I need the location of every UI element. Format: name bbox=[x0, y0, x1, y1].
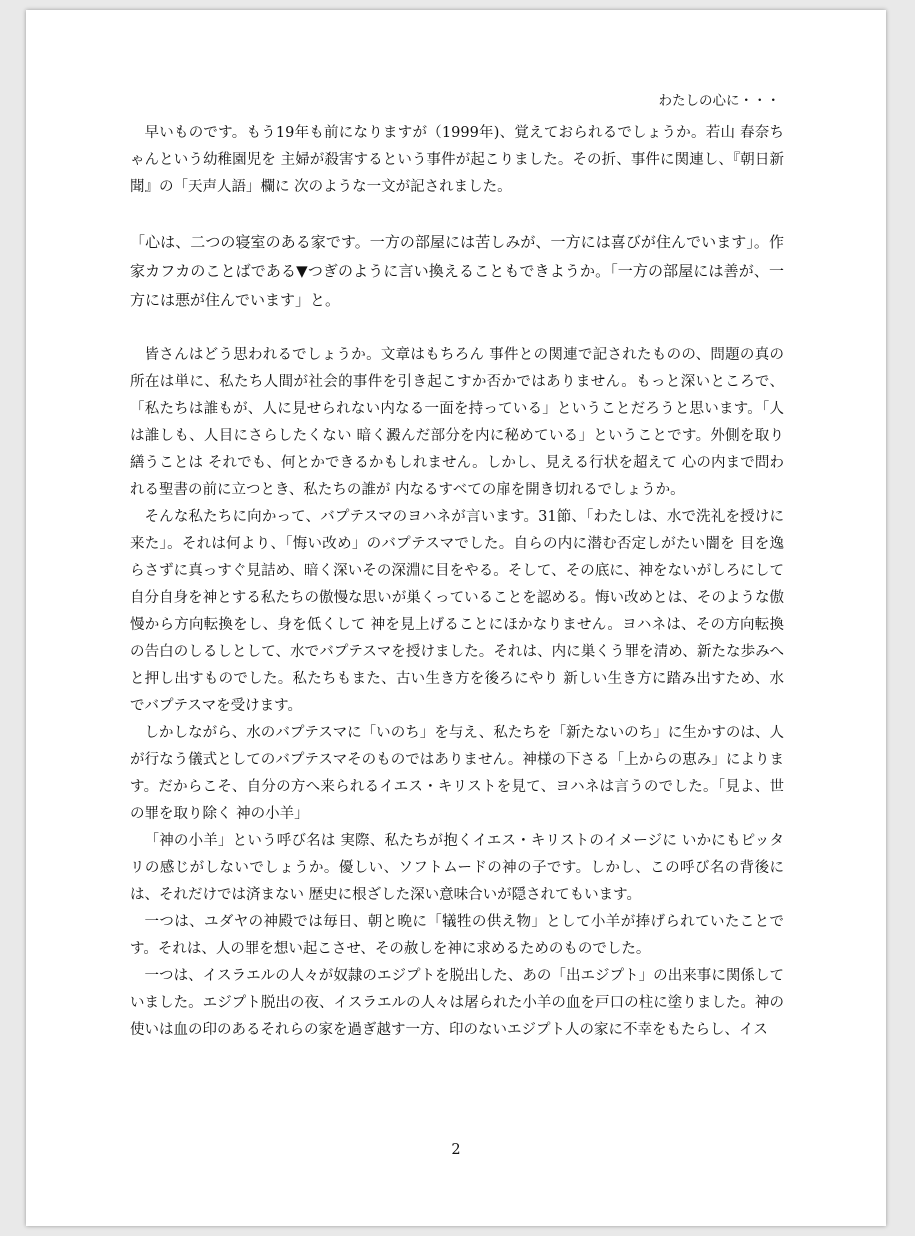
paragraph-temple: 一つは、ユダヤの神殿では毎日、朝と晩に「犠牲の供え物」として小羊が捧げられていたことです。それは、人の罪を想い起こさせ、その赦しを神に求めるためのものでした。 bbox=[130, 914, 784, 957]
paragraph-grace: しかしながら、水のバプテスマに「いのち」を与え、私たちを「新たないのち」に生かすのは、人が行なう儀式としてのバプテスマそのものではありません。神様の下さる「上からの恵み」によります。だからこそ、自分の方へ来られるイエス・キリストを見て、ヨハネは言うのでした。「見よ、世の罪を取り除く 神の小羊」 bbox=[130, 725, 784, 822]
page-number: 2 bbox=[451, 1142, 461, 1158]
paragraph-exodus: 一つは、イスラエルの人々が奴隷のエジプトを脱出した、あの「出エジプト」の出来事に関係していました。エジプト脱出の夜、イスラエルの人々は屠られた小羊の血を戸口の柱に塗りました。神の使いは血の印のあるそれらの家を過ぎ越す一方、印のないエジプト人の家に不幸をもたらし、イス bbox=[130, 968, 784, 1038]
paragraph-baptism: そんな私たちに向かって、バプテスマのヨハネが言います。31節、「わたしは、水で洗礼を授けに来た」。それは何より、「悔い改め」のバプテスマでした。自らの内に潜む否定しがたい闇を 目を逸らさずに真っすぐ見詰め、暗く深いその深淵に目をやる。そして、その底に、神をないがしろにして 自分自身を神とする私たちの傲慢な思いが巣くっていることを認める。悔い改めとは、そのような傲慢から方向転換をし、身を低くして 神を見上げることにほかなりません。ヨハネは、その方向転換の告白のしるしとして、水でバプテスマを授けました。それは、内に巣くう罪を清め、新たな歩みへと押し出すものでした。私たちもまた、古い生き方を後ろにやり 新しい生き方に踏み出すため、水でバプテスマを受けます。 bbox=[130, 509, 784, 714]
spacer bbox=[130, 315, 784, 342]
paragraph-reflection: 皆さんはどう思われるでしょうか。文章はもちろん 事件との関連で記されたものの、問題の真の所在は単に、私たち人間が社会的事件を引き起こすか否かではありません。もっと深いところで、「私たちは誰もが、人に見せられない内なる一面を持っている」ということだろうと思います。「人は誰しも、人目にさらしたくない 暗く澱んだ部分を内に秘めている」ということです。外側を取り繕うことは それでも、何とかできるかもしれません。しかし、見える行状を超えて 心の内まで問われる聖書の前に立つとき、私たちの誰が 内なるすべての扉を開き切れるでしょうか。 bbox=[130, 347, 784, 498]
paragraph-lamb-name: 「神の小羊」という呼び名は 実際、私たちが抱くイエス・キリストのイメージに いかにもピッタリの感じがしないでしょうか。優しい、ソフトムードの神の子です。しかし、この呼び名の背後には、それだけでは済まない 歴史に根ざした深い意味合いが隠されてもいます。 bbox=[130, 833, 784, 903]
page-content bbox=[130, 90, 784, 1044]
paragraph-intro: 早いものです。もう19年も前になりますが（1999年)、覚えておられるでしょうか。若山 春奈ちゃんという幼稚園児を 主婦が殺害するという事件が起こりました。その折、事件に関連し、『朝日新聞』の「天声人語」欄に 次のような一文が記されました。 bbox=[130, 125, 784, 195]
page-header: わたしの心に・・・ bbox=[658, 93, 780, 109]
spacer bbox=[130, 201, 784, 228]
document-page bbox=[26, 10, 886, 1226]
quote-paragraph: 「心は、二つの寝室のある家です。一方の部屋には苦しみが、一方には喜びが住んでいます」。作家カフカのことばである▼つぎのように言い換えることもできようか。「一方の部屋には善が、一方には悪が住んでいます」と。 bbox=[130, 233, 784, 309]
